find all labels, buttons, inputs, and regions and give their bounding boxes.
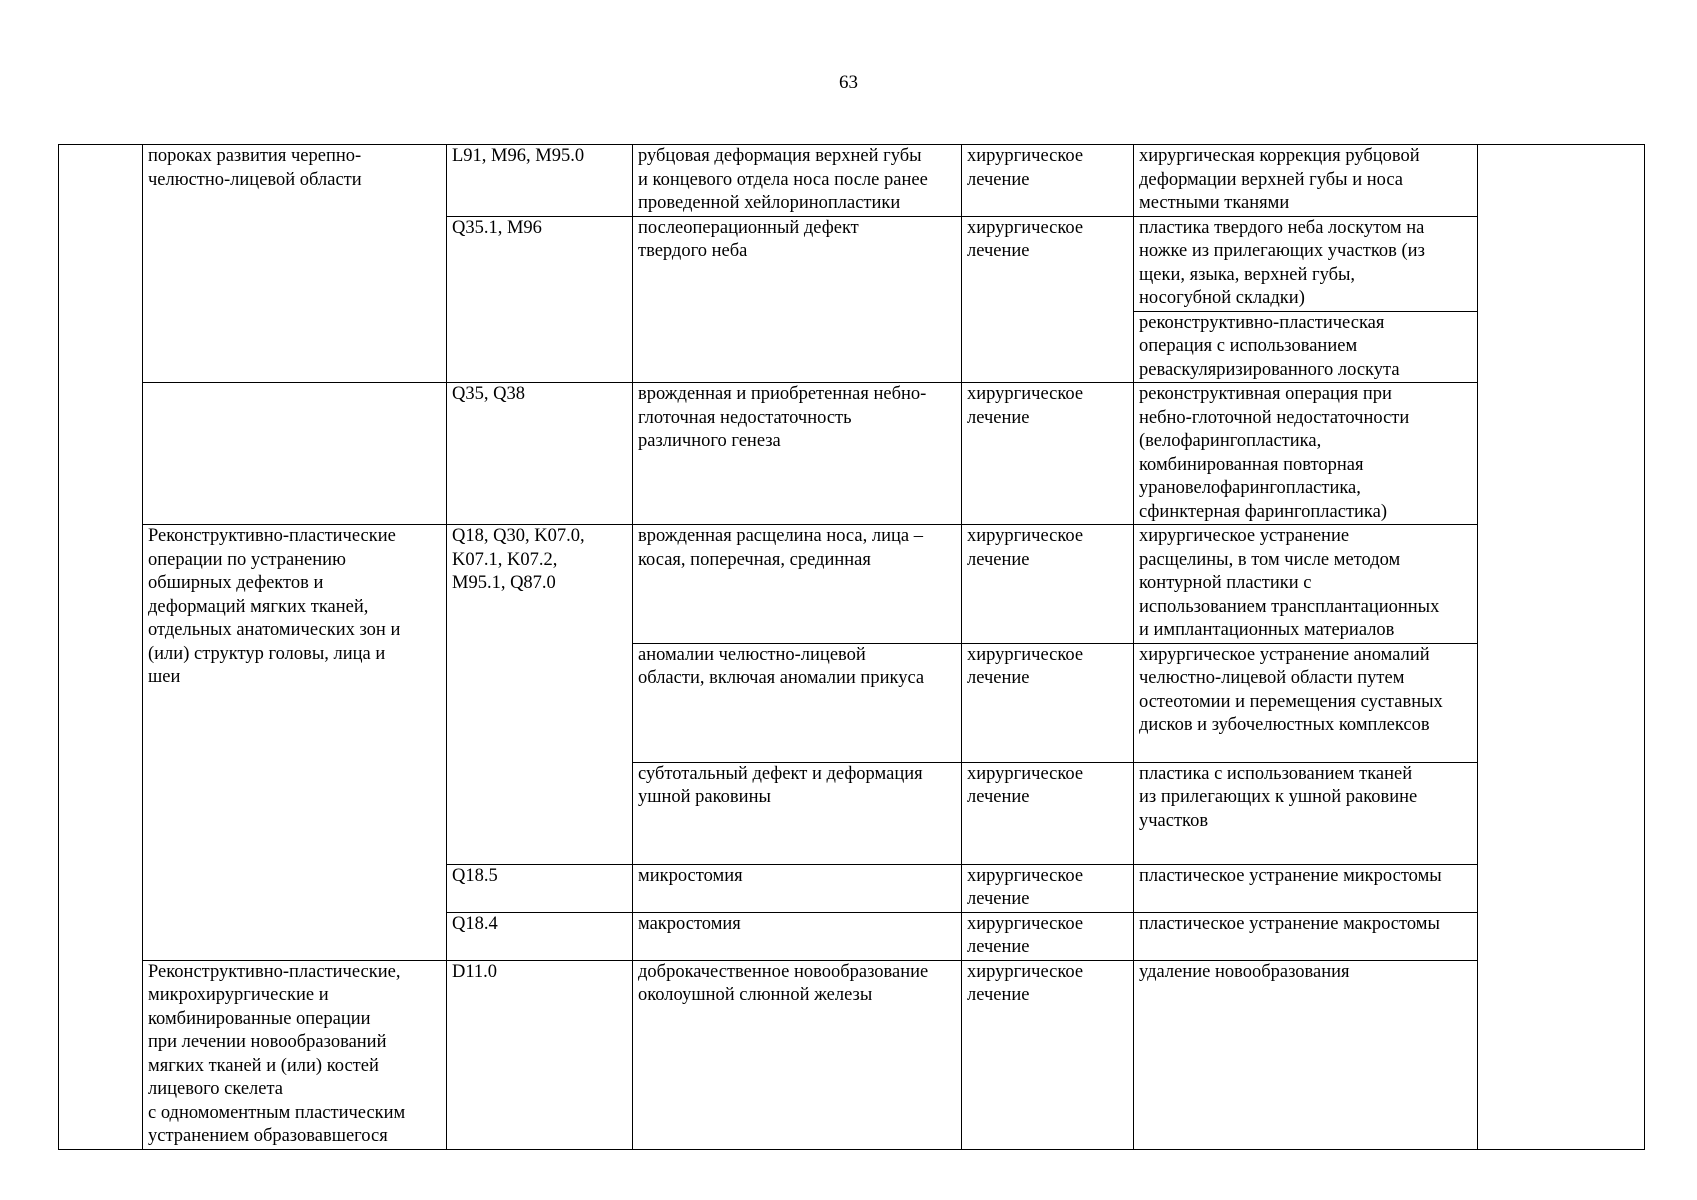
page-number: 63: [839, 72, 858, 93]
treatment-method: пластическое устранение макростомы: [1139, 913, 1440, 934]
treatment-type: хирургическое лечение: [967, 865, 1084, 909]
diagnosis-text: врожденная расщелина носа, лица – косая, поперечная, срединная: [638, 526, 923, 570]
method-cell: [1134, 383, 1478, 525]
medical-care-table: [58, 144, 1645, 1150]
diagnosis-text: субтотальный дефект и деформация ушной раковины: [638, 763, 923, 807]
method-cell: [1134, 311, 1478, 383]
treatment-cell: [962, 912, 1134, 960]
diagnosis-cell: [633, 864, 962, 912]
number-cell: [59, 145, 143, 1150]
treatment-method: пластика твердого неба лоскутом на ножке из прилегающих участков (из щеки, языка, верхней губы, носогубной складки): [1139, 217, 1425, 308]
diagnosis-text: микростомия: [638, 865, 743, 886]
treatment-method: реконструктивно-пластическая операция с использованием реваскуляризированного лоскута: [1139, 312, 1400, 380]
group-cell: [143, 145, 447, 383]
treatment-cell: [962, 762, 1134, 864]
treatment-type: хирургическое лечение: [967, 961, 1084, 1005]
diagnosis-cell: [633, 643, 962, 762]
treatment-method: хирургическая коррекция рубцовой деформации верхней губы и носа местными тканями: [1139, 146, 1420, 213]
treatment-method: пластика с использованием тканей из прилегающих к ушной раковине участков: [1139, 763, 1418, 831]
group-cell: [143, 525, 447, 961]
table-row: [59, 145, 1645, 217]
method-cell: [1134, 960, 1478, 1149]
group-cell: [143, 383, 447, 525]
method-cell: [1134, 643, 1478, 762]
code-cell: [447, 383, 633, 525]
diagnosis-cell: [633, 216, 962, 383]
treatment-type: хирургическое лечение: [967, 913, 1084, 957]
method-cell: [1134, 762, 1478, 864]
diagnosis-cell: [633, 960, 962, 1149]
diagnosis-text: врожденная и приобретенная небно- глоточная недостаточность различного генеза: [638, 384, 927, 451]
icd-codes: Q35.1, M96: [452, 217, 542, 238]
method-cell: [1134, 145, 1478, 217]
icd-codes: L91, M96, M95.0: [452, 146, 585, 166]
diagnosis-text: аномалии челюстно-лицевой области, включая аномалии прикуса: [638, 644, 925, 688]
treatment-cell: [962, 216, 1134, 383]
code-cell: [447, 960, 633, 1149]
group-name: Реконструктивно-пластические операции по устранению обширных дефектов и деформаций мягких тканей, отдельных анатомических зон и (или) структур головы, лица и шеи: [148, 526, 401, 687]
code-cell: [447, 864, 633, 912]
icd-codes: Q18.4: [452, 913, 498, 934]
treatment-method: хирургическое устранение аномалий челюстно-лицевой области путем остеотомии и перемещения суставных дисков и зубочелюстных комплексов: [1139, 644, 1443, 735]
method-cell: [1134, 864, 1478, 912]
code-cell: [447, 216, 633, 383]
method-cell: [1134, 216, 1478, 311]
treatment-type: хирургическое лечение: [967, 217, 1084, 261]
treatment-type: хирургическое лечение: [967, 644, 1084, 688]
diagnosis-text: рубцовая деформация верхней губы и концевого отдела носа после ранее проведенной хейлоринопластики: [638, 146, 928, 213]
treatment-cell: [962, 960, 1134, 1149]
icd-codes: D11.0: [452, 961, 498, 982]
code-cell: [447, 912, 633, 960]
code-cell: [447, 525, 633, 865]
diagnosis-text: макростомия: [638, 913, 741, 934]
icd-codes: Q18, Q30, K07.0, K07.1, K07.2, M95.1, Q87.0: [452, 526, 585, 593]
treatment-cell: [962, 643, 1134, 762]
code-cell: [447, 145, 633, 217]
table-row: [59, 960, 1645, 1149]
treatment-cell: [962, 525, 1134, 644]
group-cell: [143, 960, 447, 1149]
group-name: пороках развития черепно- челюстно-лицевой области: [148, 146, 362, 190]
diagnosis-cell: [633, 383, 962, 525]
treatment-cell: [962, 145, 1134, 217]
treatment-type: хирургическое лечение: [967, 526, 1084, 570]
method-cell: [1134, 525, 1478, 644]
treatment-method: удаление новообразования: [1139, 961, 1350, 982]
icd-codes: Q18.5: [452, 865, 498, 886]
diagnosis-cell: [633, 145, 962, 217]
diagnosis-cell: [633, 912, 962, 960]
extra-cell: [1478, 145, 1645, 1150]
diagnosis-cell: [633, 525, 962, 644]
diagnosis-cell: [633, 762, 962, 864]
treatment-cell: [962, 864, 1134, 912]
table-row: [59, 383, 1645, 525]
treatment-method: пластическое устранение микростомы: [1139, 865, 1442, 886]
table-row: [59, 525, 1645, 644]
treatment-cell: [962, 383, 1134, 525]
treatment-type: хирургическое лечение: [967, 763, 1084, 807]
treatment-method: реконструктивная операция при небно-глоточной недостаточности (велофарингопластика, комбинированная повторная урановелофарингопластика, сфинктерная фарингопластика): [1139, 384, 1410, 522]
treatment-type: хирургическое лечение: [967, 146, 1084, 190]
treatment-type: хирургическое лечение: [967, 384, 1084, 428]
group-name: Реконструктивно-пластические, микрохирургические и комбинированные операции при лечении новообразований мягких тканей и (или) костей лицевого скелета с одномоментным пластическим устранением образовавшегося: [148, 961, 406, 1146]
icd-codes: Q35, Q38: [452, 384, 525, 404]
diagnosis-text: доброкачественное новообразование околоушной слюнной железы: [638, 961, 929, 1005]
diagnosis-text: послеоперационный дефект твердого неба: [638, 217, 859, 261]
method-cell: [1134, 912, 1478, 960]
treatment-method: хирургическое устранение расщелины, в том числе методом контурной пластики с использованием трансплантационных и имплантационных материалов: [1139, 526, 1440, 640]
